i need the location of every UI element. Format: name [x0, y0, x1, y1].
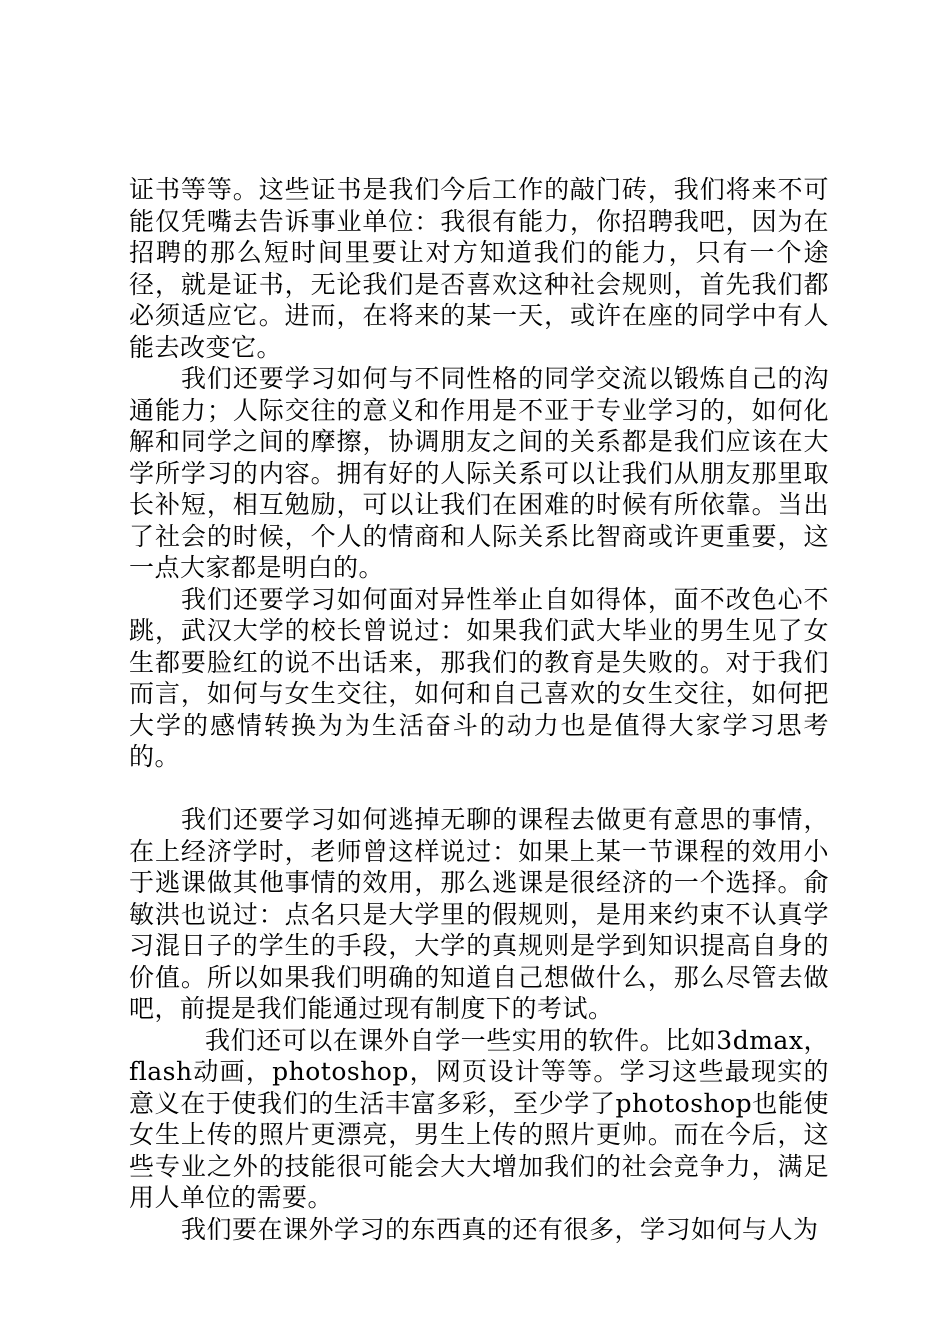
document-body [129, 174, 829, 1245]
paragraph-more-to-learn: 我们要在课外学习的东西真的还有很多，学习如何与人为 [181, 1214, 819, 1244]
paragraph-communication: 我们还要学习如何与不同性格的同学交流以锻炼自己的沟通能力；人际交往的意义和作用是不亚于专业学习的，如何化解和同学之间的摩擦，协调朋友之间的关系都是我们应该在大学所学习的内容。拥有好的人际关系可以让我们从朋友那里取长补短，相互勉励，可以让我们在困难的时候有所依靠。当出了社会的时候，个人的情商和人际关系比智商或许更重要，这一点大家都是明白的。 [129, 364, 829, 582]
paragraph-software-skills: 我们还可以在课外自学一些实用的软件。比如3dmax，flash动画，photoshop，网页设计等等。学习这些最现实的意义在于使我们的生活丰富多彩，至少学了photoshop也能使女生上传的照片更漂亮，男生上传的照片更帅。而在今后，这些专业之外的技能很可能会大大增加我们的社会竞争力，满足用人单位的需要。 [129, 1025, 829, 1212]
paragraph-skipping-class: 我们还要学习如何逃掉无聊的课程去做更有意思的事情，在上经济学时，老师曾这样说过：如果上某一节课程的效用小于逃课做其他事情的效用，那么逃课是很经济的一个选择。俞敏洪也说过：点名只是大学里的假规则，是用来约束不认真学习混日子的学生的手段，大学的真规则是学到知识提高自身的价值。所以如果我们明确的知道自己想做什么，那么尽管去做吧，前提是我们能通过现有制度下的考试。 [129, 805, 829, 1023]
paragraph-opposite-sex: 我们还要学习如何面对异性举止自如得体，面不改色心不跳，武汉大学的校长曾说过：如果我们武大毕业的男生见了女生都要脸红的说不出话来，那我们的教育是失败的。对于我们而言，如何与女生交往，如何和自己喜欢的女生交往，如何把大学的感情转换为为生活奋斗的动力也是值得大家学习思考的。 [129, 584, 829, 771]
paragraph-certificates: 证书等等。这些证书是我们今后工作的敲门砖，我们将来不可能仅凭嘴去告诉事业单位：我很有能力，你招聘我吧，因为在招聘的那么短时间里要让对方知道我们的能力，只有一个途径，就是证书，无论我们是否喜欢这种社会规则，首先我们都必须适应它。进而，在将来的某一天，或许在座的同学中有人能去改变它。 [129, 175, 829, 362]
